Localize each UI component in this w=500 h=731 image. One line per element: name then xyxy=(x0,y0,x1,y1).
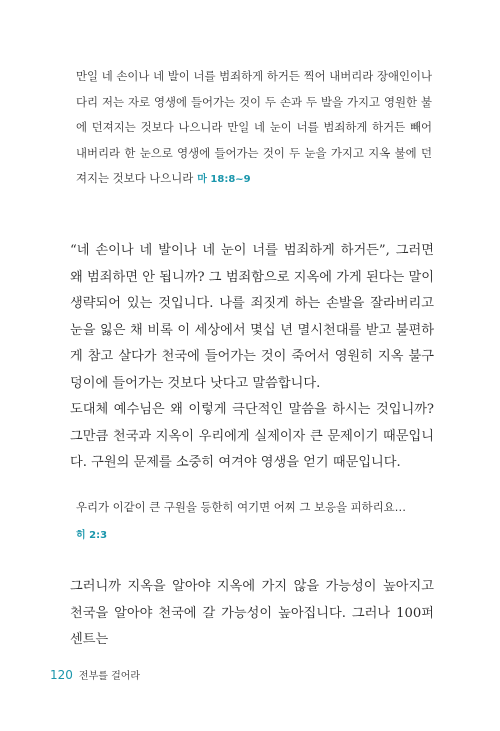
quote-text: 만일 네 손이나 네 발이 너를 범죄하게 하거든 찍어 내버리라 장애인이나 다리 저는 자로 영생에 들어가는 것이 두 손과 두 발을 가지고 영원한 불에 던져지는 것보다 나으니라 만일 네 눈이 너를 범죄하게 하거든 빼어 내버리라 한 눈으로 영생에 들어가는 것이 두 눈을 가지고 지옥 불에 던져지는 것보다 나으니라 xyxy=(76,69,432,185)
quote-text: 우리가 이같이 큰 구원을 등한히 여기면 어찌 그 보응을 피하리요… xyxy=(76,500,407,514)
scripture-reference: 히 2:3 xyxy=(76,529,108,541)
page-number: 120 xyxy=(50,668,73,682)
body-paragraph: 도대체 예수님은 왜 이렇게 극단적인 말씀을 하시는 것입니까? 그만큼 천국과 지옥이 우리에게 실제이자 큰 문제이기 때문입니다. 구원의 문제를 소중히 여겨야 영생을 얻기 때문입니다. xyxy=(70,402,434,470)
body-section-2 xyxy=(70,574,434,654)
body-section-1 xyxy=(70,238,434,477)
book-title: 전부를 걸어라 xyxy=(78,671,141,682)
scripture-quote-matthew xyxy=(76,64,432,193)
scripture-quote-hebrews xyxy=(76,495,432,548)
body-paragraph: “네 손이나 네 발이나 네 눈이 너를 범죄하게 하거든”, 그러면 왜 범죄하면 안 됩니까? 그 범죄함으로 지옥에 가게 된다는 말이 생략되어 있는 것입니다. 나를 죄짓게 하는 손발을 잘라버리고 눈을 잃은 채 비록 이 세상에서 몇십 년 멸시천대를 받고 불편하게 참고 살다가 천국에 들어가는 것이 죽어서 영원히 지옥 불구덩이에 들어가는 것보다 낫다고 말씀합니다. xyxy=(70,243,434,391)
scripture-reference: 마 18:8~9 xyxy=(197,174,251,185)
body-paragraph: 그러니까 지옥을 알아야 지옥에 가지 않을 가능성이 높아지고 천국을 알아야 천국에 갈 가능성이 높아집니다. 그러나 100퍼센트는 xyxy=(70,579,434,647)
page-footer xyxy=(50,667,140,682)
